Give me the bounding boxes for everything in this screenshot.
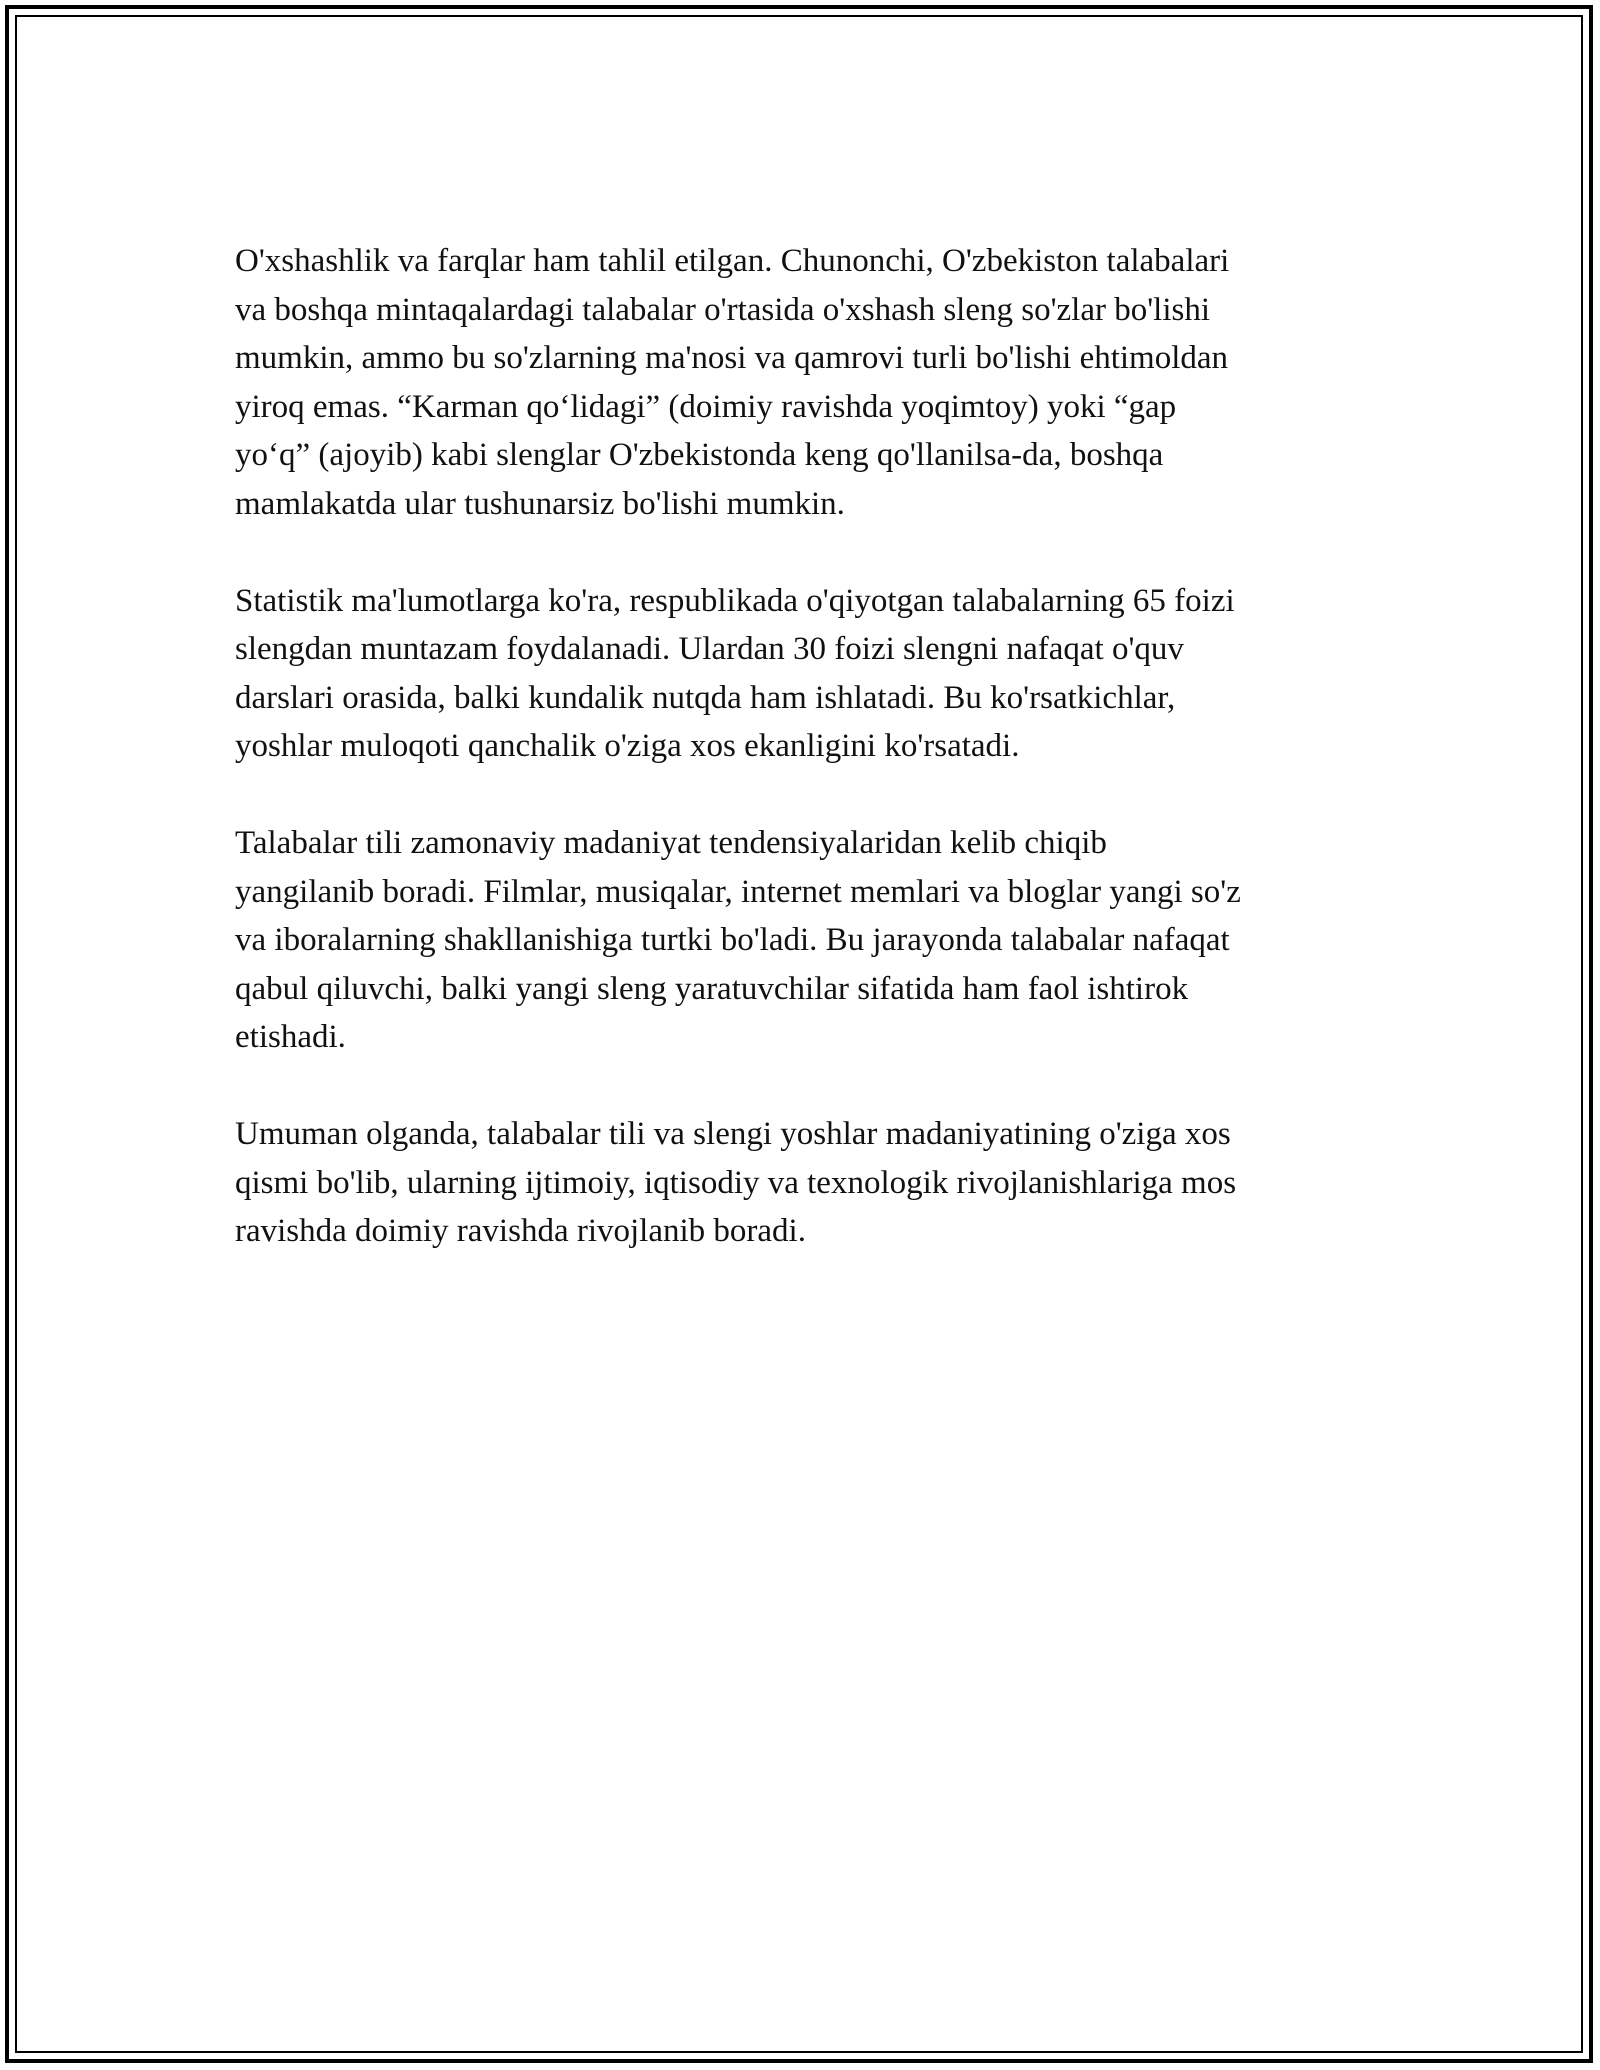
text-line: yiroq emas. “Karman qoʻlidagi” (doimiy ravishda yoqimtoy) yoki “gap xyxy=(235,388,1177,425)
paragraph-statistics xyxy=(235,577,1375,771)
text-line: yoshlar muloqoti qanchalik o'ziga xos ekanligini ko'rsatadi. xyxy=(235,728,1020,764)
text-line: va iboralarning shakllanishiga turtki bo'ladi. Bu jarayonda talabalar nafaqat xyxy=(235,922,1230,958)
paragraph-trends xyxy=(235,819,1375,1062)
text-line: qismi bo'lib, ularning ijtimoiy, iqtisodiy va texnologik rivojlanishlariga mos xyxy=(235,1164,1237,1201)
text-line: etishadi. xyxy=(235,1019,346,1055)
text-line: ravishda doimiy ravishda rivojlanib boradi. xyxy=(235,1213,806,1249)
text-line: va boshqa mintaqalardagi talabalar o'rtasida o'xshash sleng so'zlar bo'lishi xyxy=(235,291,1211,328)
text-line: slengdan muntazam foydalanadi. Ulardan 30 foizi slengni nafaqat o'quv xyxy=(235,631,1184,667)
text-line: qabul qiluvchi, balki yangi sleng yaratuvchilar sifatida ham faol ishtirok xyxy=(235,970,1189,1007)
text-line: yoʻq” (ajoyib) kabi slenglar O'zbekistonda keng qo'llanilsa-da, boshqa xyxy=(235,437,1164,473)
text-line: yangilanib boradi. Filmlar, musiqalar, internet memlari va bloglar yangi so'z xyxy=(235,873,1241,910)
text-line: mumkin, ammo bu so'zlarning ma'nosi va qamrovi turli bo'lishi ehtimoldan xyxy=(235,340,1229,376)
paragraph-conclusion xyxy=(235,1110,1375,1256)
text-line: mamlakatda ular tushunarsiz bo'lishi mumkin. xyxy=(235,485,845,522)
text-line: Umuman olganda, talabalar tili va slengi yoshlar madaniyatining o'ziga xos xyxy=(235,1116,1231,1152)
text-line: darslari orasida, balki kundalik nutqda ham ishlatadi. Bu ko'rsatkichlar, xyxy=(235,679,1176,716)
text-line: O'xshashlik va farqlar ham tahlil etilgan. Chunonchi, O'zbekiston talabalari xyxy=(235,243,1230,279)
document-body xyxy=(235,237,1375,1304)
paragraph-similarities xyxy=(235,237,1375,528)
text-line: Statistik ma'lumotlarga ko'ra, respublikada o'qiyotgan talabalarning 65 foizi xyxy=(235,582,1235,619)
text-line: Talabalar tili zamonaviy madaniyat tendensiyalaridan kelib chiqib xyxy=(235,825,1107,861)
